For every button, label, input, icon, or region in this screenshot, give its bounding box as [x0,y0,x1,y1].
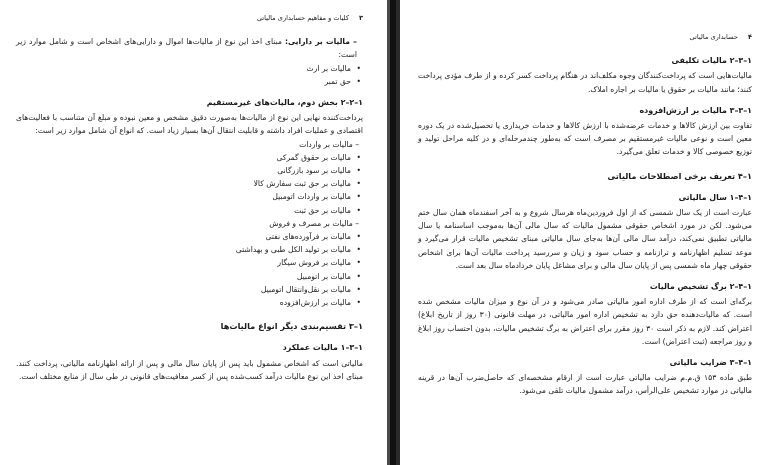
withholding-paragraph: مالیات‌هایی است که پرداخت‌کنندگان وجوه مکلف‌اند در هنگام پرداخت کسر کرده و از طرف مؤدی پرداخت کنند؛ مانند مالیات بر حقوق یا مالیات بر اجاره املاک. [418,71,752,94]
list-item: • مالیات بر حقوق گمرکی [16,151,363,164]
assessment-paragraph: برگه‌ای است که از طرف اداره امور مالیاتی صادر می‌شود و در آن نوع و میزان مالیات مشخص شده است. که مالیات‌دهنده حق دارد به تشخیص اداره امور مالیاتی، در مهلت قانونی (۳۰ روز از تاریخ ابلاغ) اعتراض کند. لازم به ذکر است ۳۰ روز مقرر برای اعتراض به برگ تشخیص مالیات، بدون احتساب روز ابلاغ و روز مراجعه (ثبت اعتراض) است. [418,297,752,346]
property-tax-text: مبنای اخذ این نوع از مالیات‌ها اموال و دارایی‌های اشخاص است و شامل موارد زیر است: [16,37,357,60]
list-item: • حق تمبر [16,75,363,88]
list-item: • مالیات بر اتومبیل [16,270,363,283]
page-left [0,0,387,465]
section-heading-definitions: ۱–۴ تعریف برخی اصطلاحات مالیاتی [607,170,752,181]
page-edge [387,0,390,465]
running-title: کلیات و مفاهیم حسابداری مالیاتی [256,14,349,22]
section-heading-assessment: ۱–۴–۲ برگ تشخیص مالیات [649,282,752,292]
section-heading-vat: ۱–۳–۳ مالیات بر ارزش‌افزوده [639,105,752,115]
list-item: • مالیات بر فرآورده‌های نفتی [16,230,363,243]
section-heading-tax-year: ۱–۴–۱ سال مالیاتی [678,192,752,202]
running-head-right [418,31,752,44]
list-item: • مالیات بر حق ثبت [16,204,363,217]
imports-list [16,151,363,217]
performance-paragraph: مالیاتی است که اشخاص مشمول باید پس از پایان سال مالی و پس از ارائه اظهارنامه مالیاتی، پرداخت کنند. مبنای اخذ این نوع مالیات درآمد کسب‌شده پس از کسر معافیت‌های قانونی در طی سال از منابع مختلف است. [16,358,363,381]
page-right [400,0,776,465]
running-head-left [16,12,363,25]
coefficients-paragraph: طبق ماده ۱۵۳ ق.م.م ضرایب مالیاتی عبارت است از ارقام مشخصه‌ای که حاصل‌ضرب آن‌ها در قرینه مالیاتی در موارد تشخیص علی‌الرأس، درآمد مشمول مالیات تلقی می‌شود. [418,373,752,396]
list-item: • مالیات بر ارزش‌افزوده [16,296,363,309]
imports-label: – مالیات بر واردات [299,139,359,149]
list-item: • مالیات بر حق ثبت سفارش کالا [16,177,363,190]
list-item: • مالیات بر نقل‌وانتقال اتومبیل [16,283,363,296]
section-heading-withholding: ۱–۳–۲ مالیات تکلیفی [671,56,752,66]
page-number: ۴ [747,33,752,41]
property-tax-term: – مالیات بر دارایی: [284,37,357,47]
indirect-paragraph: پرداخت‌کننده نهایی این نوع از مالیات‌ها به‌صورت دقیق مشخص و معین نبوده و مبلغ آن متناسب با فعالیت‌های اقتصادی و عملیات افراد داشته و قابلیت انتقال آن‌ها بسیار زیاد است. که انواع آن شامل موارد زیر است: [16,113,363,136]
section-heading-coefficients: ۱–۴–۳ ضرایب مالیاتی [669,358,752,368]
list-item: • مالیات بر واردات اتومبیل [16,190,363,203]
subsection-heading-performance: ۱–۳–۱ مالیات عملکرد [282,343,363,353]
consumption-list [16,230,363,309]
section-heading-other: ۱–۳ تقسیم‌بندی دیگر انواع مالیات‌ها [220,321,363,332]
vat-paragraph: تفاوت بین ارزش کالاها و خدمات عرضه‌شده با ارزش کالاها و خدمات خریداری یا تحصیل‌شده در یک دوره معین است و نوعی مالیات غیرمستقیم بر مصرف است که به‌طور چندمرحله‌ای و در کلیه مراحل تولید و توزیع خصوصی کالا و خدمات تعلق می‌گیرد. [418,121,752,157]
list-item: • مالیات بر ارث [16,62,363,75]
list-item: • مالیات بر تولید الکل طبی و بهداشتی [16,243,363,256]
section-heading-indirect: ۱–۲–۲ بخش دوم، مالیات‌های غیرمستقیم [206,98,363,108]
list-item: • مالیات بر سود بازرگانی [16,164,363,177]
page-number: ۳ [358,14,363,22]
property-tax-list [16,62,363,88]
consumption-label: – مالیات بر مصرف و فروش [269,218,359,228]
property-tax-paragraph [16,35,363,61]
running-title: حسابداری مالیاتی [689,33,738,41]
tax-year-paragraph: عبارت است از یک سال شمسی که از اول فروردین‌ماه هرسال شروع و به آخر اسفندماه همان سال ختم می‌شود. لکن در مورد اشخاص حقوقی مشمول مالیات که سال مالی آن‌ها به‌موجب اساسنامه یا سال مالیاتی تطبیق نمی‌کند، درآمد سال مالی آن‌ها به‌جای سال مالیاتی مبنای تشخیص مالیات قرار می‌گیرد و موعد تسلیم اظهارنامه و ترازنامه و حساب سود و زیان و سررسید پرداخت مالیات آن‌ها برای اشخاص حقوقی چهار ماه شمسی پس از پایان سال مالی و برای مشاغل پایان خردادماه سال بعد است. [418,208,752,270]
list-item: • مالیات بر فروش سیگار [16,256,363,269]
